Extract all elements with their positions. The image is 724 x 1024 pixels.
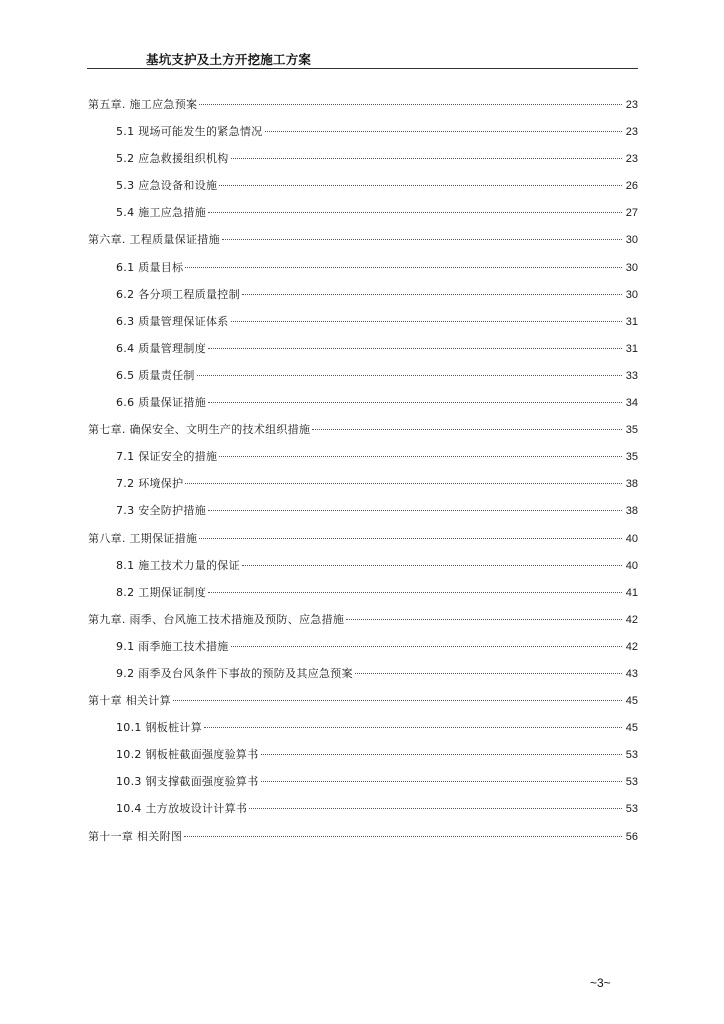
page-number: ~3~ xyxy=(590,976,611,990)
table-of-contents xyxy=(88,96,638,855)
toc-section-entry[interactable] xyxy=(88,123,638,150)
toc-entry-title: 8.1 施工技术力量的保证 xyxy=(116,558,240,572)
toc-section-entry[interactable] xyxy=(88,394,638,421)
toc-entry-page: 56 xyxy=(625,830,638,843)
toc-entry-page: 34 xyxy=(625,397,638,410)
toc-entry-page: 45 xyxy=(625,695,638,708)
toc-section-entry[interactable] xyxy=(88,665,638,692)
toc-entry-title: 第八章. 工期保证措施 xyxy=(88,531,198,545)
toc-entry-page: 42 xyxy=(625,640,638,653)
toc-entry-page: 53 xyxy=(625,803,638,816)
toc-entry-page: 23 xyxy=(625,99,638,111)
toc-entry-title: 8.2 工期保证制度 xyxy=(116,585,206,599)
toc-dot-leader xyxy=(242,294,622,295)
toc-entry-page: 31 xyxy=(625,342,638,355)
toc-entry-page: 23 xyxy=(625,126,638,139)
toc-section-entry[interactable] xyxy=(88,557,638,584)
toc-entry-page: 42 xyxy=(625,613,638,626)
toc-section-entry[interactable] xyxy=(88,177,638,204)
toc-dot-leader xyxy=(346,619,622,620)
toc-entry-title: 第七章. 确保安全、文明生产的技术组织措施 xyxy=(88,423,311,437)
toc-entry-title: 第十章 相关计算 xyxy=(88,694,171,708)
toc-entry-title: 6.4 质量管理制度 xyxy=(116,341,206,355)
toc-chapter-entry[interactable] xyxy=(88,421,638,448)
toc-section-entry[interactable] xyxy=(88,773,638,800)
toc-entry-title: 10.4 土方放坡设计计算书 xyxy=(116,802,248,816)
toc-chapter-entry[interactable] xyxy=(88,611,638,638)
toc-entry-page: 38 xyxy=(625,505,638,518)
toc-dot-leader xyxy=(173,700,622,701)
toc-dot-leader xyxy=(261,754,623,755)
toc-dot-leader xyxy=(231,646,622,647)
toc-dot-leader xyxy=(208,592,622,593)
toc-entry-title: 第五章. 施工应急预案 xyxy=(88,98,198,111)
toc-entry-title: 9.1 雨季施工技术措施 xyxy=(116,639,229,653)
toc-entry-title: 10.3 钢支撑截面强度验算书 xyxy=(116,775,259,789)
toc-entry-title: 10.1 钢板桩计算 xyxy=(116,721,202,735)
toc-dot-leader xyxy=(185,483,622,484)
toc-dot-leader xyxy=(208,402,622,403)
toc-dot-leader xyxy=(199,538,622,539)
toc-dot-leader xyxy=(242,565,622,566)
toc-entry-title: 5.3 应急设备和设施 xyxy=(116,179,218,193)
toc-dot-leader xyxy=(222,239,622,240)
toc-entry-title: 6.5 质量责任制 xyxy=(116,368,195,382)
toc-chapter-entry[interactable] xyxy=(88,692,638,719)
toc-section-entry[interactable] xyxy=(88,475,638,502)
toc-section-entry[interactable] xyxy=(88,719,638,746)
header-divider xyxy=(87,68,638,69)
toc-entry-page: 38 xyxy=(625,478,638,491)
toc-dot-leader xyxy=(312,429,622,430)
toc-entry-title: 6.2 各分项工程质量控制 xyxy=(116,287,240,301)
toc-section-entry[interactable] xyxy=(88,502,638,529)
document-header-title: 基坑支护及土方开挖施工方案 xyxy=(146,52,312,67)
toc-entry-page: 43 xyxy=(625,667,638,680)
toc-section-entry[interactable] xyxy=(88,340,638,367)
toc-entry-title: 第九章. 雨季、台风施工技术措施及预防、应急措施 xyxy=(88,612,345,626)
toc-entry-title: 5.4 施工应急措施 xyxy=(116,206,206,220)
toc-entry-title: 7.3 安全防护措施 xyxy=(116,504,206,518)
toc-section-entry[interactable] xyxy=(88,638,638,665)
toc-dot-leader xyxy=(219,185,622,186)
toc-entry-page: 33 xyxy=(625,369,638,382)
toc-entry-title: 第十一章 相关附图 xyxy=(88,829,183,843)
toc-entry-page: 40 xyxy=(625,559,638,572)
toc-entry-title: 6.6 质量保证措施 xyxy=(116,396,206,410)
toc-entry-page: 31 xyxy=(625,315,638,328)
toc-entry-page: 26 xyxy=(625,180,638,193)
toc-entry-title: 5.1 现场可能发生的紧急情况 xyxy=(116,125,263,139)
toc-section-entry[interactable] xyxy=(88,286,638,313)
toc-dot-leader xyxy=(208,510,622,511)
toc-dot-leader xyxy=(261,781,623,782)
toc-dot-leader xyxy=(355,673,622,674)
toc-entry-title: 6.1 质量目标 xyxy=(116,260,184,274)
toc-entry-page: 35 xyxy=(625,451,638,464)
toc-dot-leader xyxy=(199,104,622,105)
toc-entry-title: 10.2 钢板桩截面强度验算书 xyxy=(116,748,259,762)
toc-dot-leader xyxy=(204,727,622,728)
toc-chapter-entry[interactable] xyxy=(88,96,638,123)
toc-entry-page: 30 xyxy=(625,261,638,274)
toc-section-entry[interactable] xyxy=(88,150,638,177)
toc-entry-page: 30 xyxy=(625,288,638,301)
toc-section-entry[interactable] xyxy=(88,800,638,827)
toc-chapter-entry[interactable] xyxy=(88,828,638,855)
toc-section-entry[interactable] xyxy=(88,367,638,394)
toc-entry-title: 7.1 保证安全的措施 xyxy=(116,450,218,464)
toc-dot-leader xyxy=(185,267,622,268)
toc-section-entry[interactable] xyxy=(88,313,638,340)
toc-section-entry[interactable] xyxy=(88,204,638,231)
toc-entry-page: 53 xyxy=(625,776,638,789)
toc-dot-leader xyxy=(231,158,622,159)
toc-chapter-entry[interactable] xyxy=(88,231,638,258)
toc-entry-title: 6.3 质量管理保证体系 xyxy=(116,314,229,328)
toc-entry-title: 9.2 雨季及台风条件下事故的预防及其应急预案 xyxy=(116,666,353,680)
toc-entry-page: 23 xyxy=(625,153,638,166)
toc-entry-page: 40 xyxy=(625,532,638,545)
toc-dot-leader xyxy=(208,348,622,349)
toc-entry-page: 41 xyxy=(625,586,638,599)
toc-dot-leader xyxy=(208,212,622,213)
toc-entry-page: 35 xyxy=(625,424,638,437)
toc-entry-page: 30 xyxy=(625,234,638,247)
toc-entry-page: 53 xyxy=(625,749,638,762)
toc-section-entry[interactable] xyxy=(88,746,638,773)
toc-dot-leader xyxy=(231,321,622,322)
toc-dot-leader xyxy=(265,131,623,132)
toc-dot-leader xyxy=(249,808,622,809)
toc-section-entry[interactable] xyxy=(88,584,638,611)
toc-entry-title: 5.2 应急救援组织机构 xyxy=(116,152,229,166)
toc-dot-leader xyxy=(219,456,622,457)
toc-entry-title: 第六章. 工程质量保证措施 xyxy=(88,233,220,247)
toc-entry-page: 27 xyxy=(625,207,638,220)
toc-entry-page: 45 xyxy=(625,722,638,735)
toc-dot-leader xyxy=(197,375,622,376)
toc-chapter-entry[interactable] xyxy=(88,530,638,557)
toc-section-entry[interactable] xyxy=(88,259,638,286)
toc-entry-title: 7.2 环境保护 xyxy=(116,477,184,491)
toc-dot-leader xyxy=(184,836,622,837)
toc-section-entry[interactable] xyxy=(88,448,638,475)
